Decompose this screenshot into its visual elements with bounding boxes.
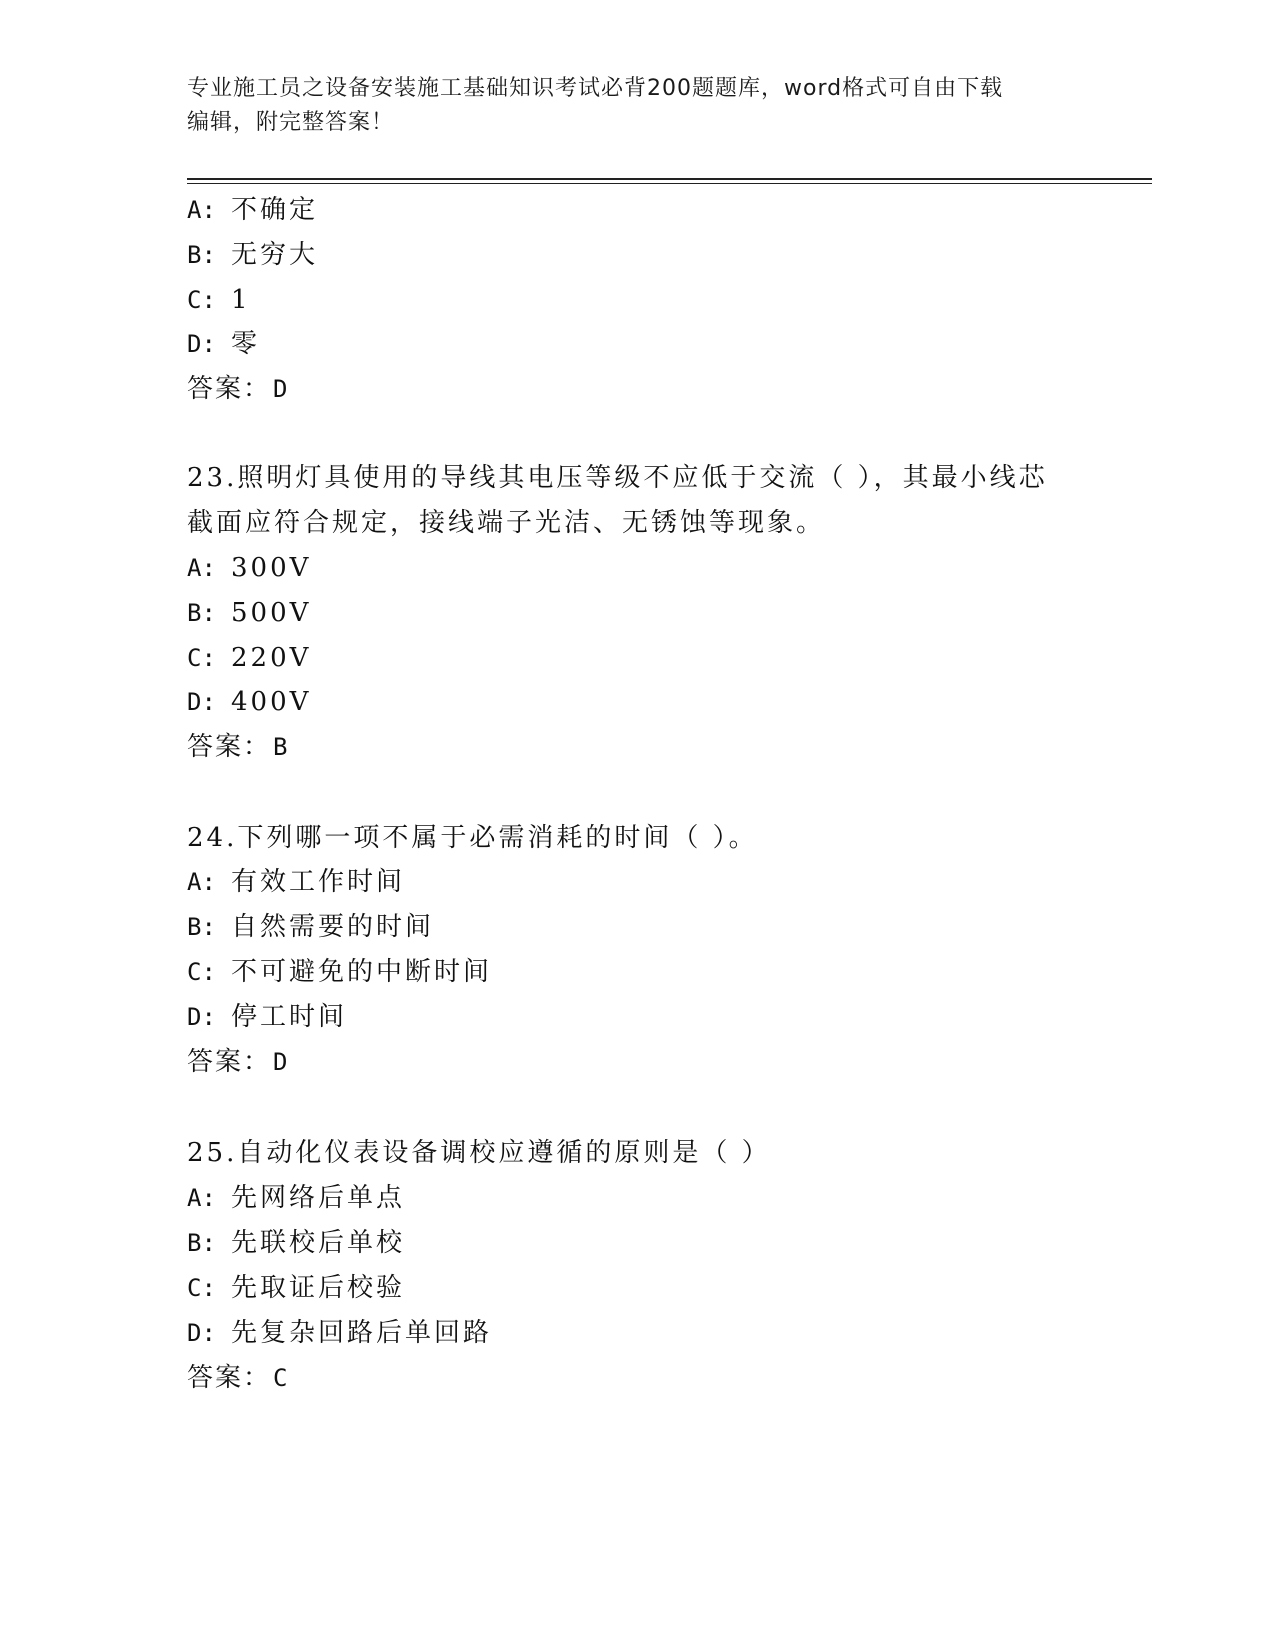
option-text: 先网络后单点 [231,1183,406,1213]
q24-answer [187,1046,289,1078]
option-text: 有效工作时间 [231,867,406,897]
q25-stem-line-1: 25.自动化仪表设备调校应遵循的原则是（ ） [187,1138,771,1168]
q23-answer [187,731,289,763]
option-text: 220V [231,643,312,673]
q25-answer [187,1362,289,1394]
option-key: B: [187,599,216,627]
option-text: 自然需要的时间 [231,912,435,942]
option-key: A: [187,1184,216,1212]
option-key: D: [187,1319,216,1347]
answer-label: 答案： [187,1047,272,1077]
option-text: 400V [231,687,312,717]
q22-option-d [187,328,260,360]
option-text: 300V [231,553,312,583]
option-text: 500V [231,598,312,628]
header-divider-thick [187,178,1152,180]
answer-label: 答案： [187,374,272,404]
option-key: C: [187,1274,216,1302]
q24-option-a [187,866,405,898]
option-text: 1 [231,285,251,315]
q24-stem-line-1: 24.下列哪一项不属于必需消耗的时间（ ）。 [187,823,758,853]
q25-option-a [187,1182,405,1214]
answer-label: 答案： [187,1363,272,1393]
option-text: 不可避免的中断时间 [231,957,493,987]
q25-option-b [187,1227,405,1259]
option-key: B: [187,241,216,269]
header-divider-thin [187,183,1152,184]
q22-option-a [187,194,318,226]
document-header [187,72,1087,140]
q23-option-c [187,642,311,674]
option-key: D: [187,1003,216,1031]
option-text: 先复杂回路后单回路 [231,1318,493,1348]
answer-value: D [273,375,290,403]
q23-stem-line-2: 截面应符合规定，接线端子光洁、无锈蚀等现象。 [187,508,826,538]
answer-label: 答案： [187,732,272,762]
q23-option-a [187,552,311,584]
answer-value: B [273,733,290,761]
q23-option-b [187,597,311,629]
header-line-2: 编辑，附完整答案！ [187,110,395,135]
option-key: A: [187,196,216,224]
option-key: D: [187,688,216,716]
q23-stem-line-1: 23.照明灯具使用的导线其电压等级不应低于交流（ ），其最小线芯 [187,463,1048,493]
q24-option-c [187,956,492,988]
q24-option-d [187,1001,347,1033]
q23-option-d [187,686,311,718]
option-text: 无穷大 [231,240,319,270]
q24-option-b [187,911,434,943]
option-text: 零 [231,329,261,359]
option-text: 先取证后校验 [231,1273,406,1303]
option-text: 先联校后单校 [231,1228,406,1258]
option-key: A: [187,868,216,896]
option-text: 停工时间 [231,1002,348,1032]
q25-option-d [187,1317,492,1349]
option-key: C: [187,958,216,986]
option-text: 不确定 [231,195,319,225]
answer-value: C [273,1364,290,1392]
option-key: C: [187,286,216,314]
option-key: A: [187,554,216,582]
q22-option-b [187,239,318,271]
option-key: B: [187,1229,216,1257]
option-key: B: [187,913,216,941]
header-line-1: 专业施工员之设备安装施工基础知识考试必背200题题库，word格式可自由下载 [187,76,1004,101]
q22-option-c [187,284,251,316]
option-key: C: [187,644,216,672]
answer-value: D [273,1048,290,1076]
option-key: D: [187,330,216,358]
q22-answer [187,373,289,405]
q25-option-c [187,1272,405,1304]
